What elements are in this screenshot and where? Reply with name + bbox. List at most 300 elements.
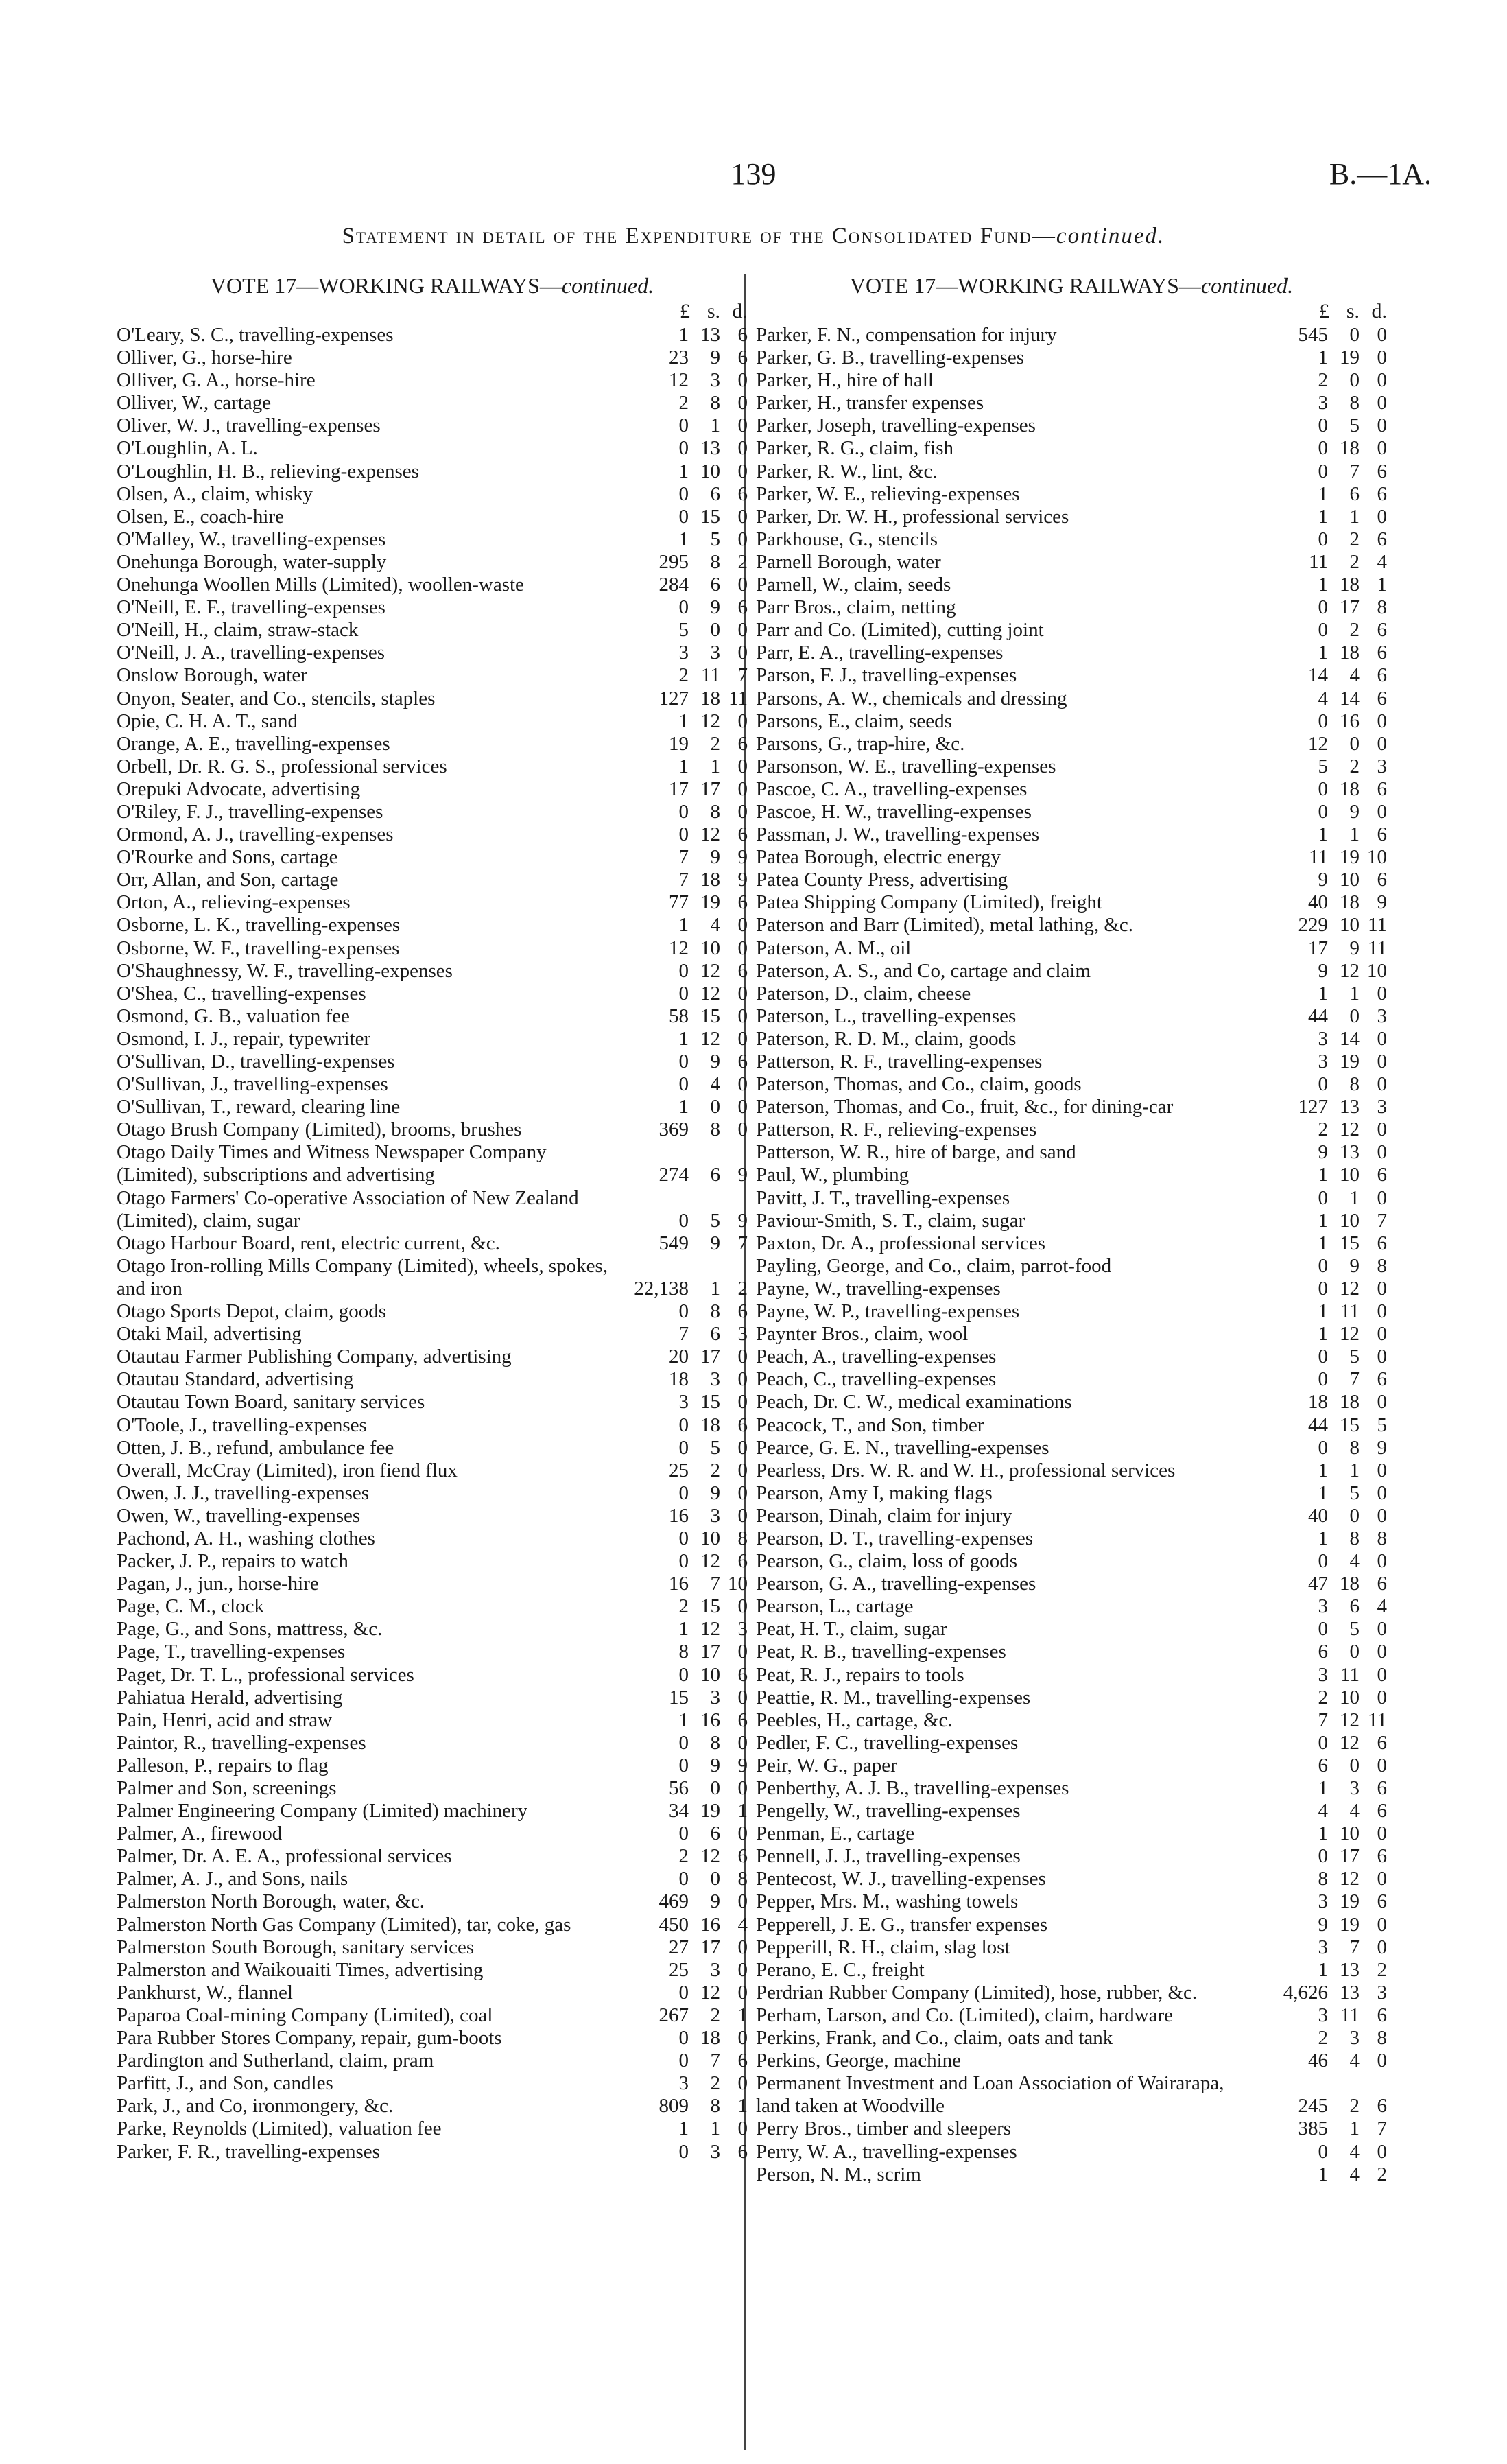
entry-pounds: 0 [1318,460,1328,482]
entry-pence: 4 [1377,1595,1387,1618]
table-row [117,937,748,960]
entry-shillings: 3 [710,2140,720,2163]
entry-pounds: 1 [678,914,689,937]
entry-pounds: 1 [1318,1459,1328,1481]
entry-pounds: 295 [658,550,689,573]
pence-header: d. [732,300,748,322]
entry-pence: 6 [737,482,748,505]
table-row [756,1141,1387,1164]
table-row [117,2004,748,2027]
entry-pence: 1 [737,2095,748,2117]
entry-pounds: 0 [678,1481,689,1504]
entry-pence: 0 [1377,414,1387,437]
page-number: 139 [731,157,776,191]
entry-pence: 0 [1377,1118,1387,1141]
table-row [756,1028,1387,1051]
entry-shillings: 2 [710,2072,720,2095]
entry-shillings: 12 [700,959,720,982]
entry-description: Otaki Mail, advertising [117,1323,302,1346]
entry-pence: 0 [1377,1936,1387,1958]
entry-shillings: 3 [710,1368,720,1391]
table-row [756,1550,1387,1573]
table-row [117,528,748,551]
entry-description: Pearson, L., cartage [756,1595,914,1618]
entry-pence: 3 [1377,755,1387,777]
table-row [756,1777,1387,1800]
entry-description: Patea Borough, electric energy [756,846,1001,869]
table-row [756,1278,1387,1300]
entry-shillings: 9 [710,1051,720,1072]
entry-pounds: 3 [1318,1663,1328,1686]
entry-shillings: 1 [1349,2117,1360,2140]
entry-pence: 0 [1377,800,1387,823]
entry-pence: 6 [737,1413,748,1436]
table-row [117,1641,748,1663]
table-row [756,324,1387,347]
table-row [117,960,748,983]
entry-shillings: 15 [700,1595,720,1618]
entry-pounds: 27 [669,1936,689,1958]
entry-pounds: 1 [1318,347,1328,369]
entry-shillings: 12 [700,1618,720,1641]
entry-pence: 6 [737,823,748,846]
table-row [756,460,1387,483]
entry-shillings: 5 [710,1436,720,1459]
entry-pounds: 25 [669,1958,689,1981]
entry-description: Orbell, Dr. R. G. S., professional services [117,755,447,777]
entry-shillings: 5 [1349,414,1360,437]
entry-description: Parr Bros., claim, netting [756,596,956,619]
entry-description: Pepperill, R. H., claim, slag lost [756,1936,1010,1958]
entry-pounds: 11 [1309,846,1328,869]
entry-shillings: 4 [1349,2163,1360,2185]
entry-shillings: 6 [1349,482,1360,505]
entry-description: Peat, H. T., claim, sugar [756,1618,947,1641]
entry-shillings: 4 [1349,664,1360,687]
entry-pounds: 1 [1318,823,1328,846]
entry-description: Perham, Larson, and Co. (Limited), claim, hardware [756,2004,1173,2026]
entry-shillings: 19 [1340,1051,1360,1072]
table-row [756,2004,1387,2027]
table-row [756,1936,1387,1959]
entry-description: Parker, W. E., relieving-expenses [756,482,1020,505]
entry-shillings: 2 [1349,550,1360,573]
entry-shillings: 4 [1349,1550,1360,1573]
entry-pence: 0 [737,392,748,414]
entry-description: Paterson, A. M., oil [756,937,912,959]
table-row [117,619,748,642]
entry-shillings: 18 [1340,574,1360,596]
entry-description: Patterson, R. F., relieving-expenses [756,1118,1037,1141]
entry-description: Perdrian Rubber Company (Limited), hose, rubber, &c. [756,1981,1198,2004]
table-row [117,1141,748,1186]
entry-description: O'Riley, F. J., travelling-expenses [117,800,383,823]
entry-shillings: 3 [710,1504,720,1527]
entry-pounds: 4 [1318,1800,1328,1822]
entry-pounds: 19 [669,732,689,755]
table-row [756,642,1387,664]
entry-pounds: 0 [678,414,689,437]
entry-shillings: 17 [700,1936,720,1958]
entry-pounds: 450 [658,1913,689,1936]
table-row [756,414,1387,437]
entry-description: Payling, George, and Co., claim, parrot-food [756,1254,1112,1277]
entry-description: Parsonson, W. E., travelling-expenses [756,755,1056,777]
entry-shillings: 7 [1349,460,1360,482]
entry-pence: 0 [737,437,748,460]
entry-description: Otago Farmers' Co-operative Association of New Zealand (Limited), claim, sugar [117,1186,579,1232]
entry-shillings: 12 [700,1981,720,2004]
entry-pounds: 9 [1318,869,1328,891]
table-row [117,347,748,369]
entry-pounds: 1 [1318,1300,1328,1323]
entry-description: Pachond, A. H., washing clothes [117,1527,375,1549]
entry-shillings: 0 [1349,369,1360,392]
entry-pence: 10 [728,1573,748,1595]
table-row [756,1346,1387,1368]
entry-description: Otago Harbour Board, rent, electric current, &c. [117,1232,500,1254]
entry-pence: 0 [737,574,748,596]
entry-pounds: 1 [678,1709,689,1731]
entry-pence: 6 [737,1709,748,1731]
entry-description: Orr, Allan, and Son, cartage [117,869,339,891]
entry-shillings: 12 [700,709,720,732]
table-row [756,1687,1387,1709]
table-row [117,1073,748,1096]
entry-description: Paparoa Coal-mining Company (Limited), coal [117,2004,493,2026]
entry-pounds: 17 [669,777,689,800]
entry-description: Otago Brush Company (Limited), brooms, brushes [117,1118,522,1141]
entry-pounds: 9 [1318,1913,1328,1936]
entry-pounds: 0 [1318,437,1328,460]
entry-pounds: 0 [678,1073,689,1096]
entry-description: O'Neill, J. A., travelling-expenses [117,642,385,664]
entry-description: Paviour-Smith, S. T., claim, sugar [756,1209,1025,1232]
table-row [756,1914,1387,1936]
table-row [117,551,748,574]
entry-pence: 0 [1377,732,1387,755]
entry-shillings: 6 [710,574,720,596]
entry-pence: 8 [737,1527,748,1549]
entry-pounds: 11 [1309,550,1328,573]
entry-description: Onyon, Seater, and Co., stencils, staples [117,687,436,709]
entry-description: O'Shaughnessy, W. F., travelling-expenses [117,959,453,982]
entry-pence: 0 [1377,1663,1387,1686]
entry-pence: 6 [737,1845,748,1868]
entry-shillings: 0 [1349,732,1360,755]
table-row [117,1005,748,1028]
entry-pence: 3 [737,1323,748,1346]
entry-shillings: 10 [700,1663,720,1686]
entry-pence: 0 [1377,1913,1387,1936]
entry-description: Pedler, F. C., travelling-expenses [756,1731,1019,1754]
entry-pounds: 3 [1318,2004,1328,2026]
entry-pounds: 1 [678,324,689,346]
entry-pence: 8 [1377,596,1387,619]
entry-description: Palleson, P., repairs to flag [117,1754,329,1776]
table-row [117,1868,748,1890]
entry-description: Olsen, E., coach-hire [117,505,284,528]
entry-pence: 0 [737,1096,748,1118]
entry-shillings: 15 [1340,1413,1360,1436]
entry-pounds: 0 [1318,709,1328,732]
table-row [756,1437,1387,1459]
entry-pounds: 0 [678,1731,689,1754]
entry-pounds: 127 [658,687,689,709]
entry-description: Permanent Investment and Loan Association of Wairarapa, land taken at Woodville [756,2072,1224,2117]
entry-description: Otautau Standard, advertising [117,1368,354,1391]
entry-pounds: 1 [1318,574,1328,596]
entry-pence: 6 [737,891,748,914]
entry-description: Parker, H., transfer expenses [756,392,984,414]
table-row [117,1346,748,1368]
entry-pounds: 17 [1308,937,1328,959]
entry-shillings: 0 [1349,1005,1360,1027]
entry-shillings: 4 [710,914,720,937]
entry-description: Parker, H., hire of hall [756,369,934,392]
entry-pence: 0 [1377,709,1387,732]
table-row [756,1459,1387,1482]
entry-shillings: 6 [1349,1595,1360,1618]
entry-pence: 6 [737,596,748,619]
entry-pence: 0 [1377,1481,1387,1504]
table-row [117,1459,748,1482]
entry-shillings: 1 [710,1277,720,1300]
table-row [756,1618,1387,1641]
entry-pounds: 3 [1318,1890,1328,1913]
table-row [117,1845,748,1868]
entry-pounds: 0 [1318,1073,1328,1096]
entry-description: Palmer Engineering Company (Limited) machinery [117,1800,528,1822]
table-row [117,1687,748,1709]
entry-shillings: 2 [1349,755,1360,777]
entry-description: Olliver, G. A., horse-hire [117,369,316,392]
entry-description: Pengelly, W., travelling-expenses [756,1800,1021,1822]
entry-description: Parke, Reynolds (Limited), valuation fee [117,2117,442,2140]
entry-pence: 0 [1377,1051,1387,1072]
entry-pence: 9 [1377,891,1387,914]
entry-pence: 0 [1377,392,1387,414]
entry-pence: 6 [1377,460,1387,482]
entry-description: Paterson, Thomas, and Co., claim, goods [756,1073,1082,1096]
entry-shillings: 9 [710,1232,720,1254]
entry-description: Paterson, D., claim, cheese [756,982,971,1005]
entry-description: Parr, E. A., travelling-expenses [756,642,1004,664]
entry-description: Penman, E., cartage [756,1822,915,1845]
currency-header [117,299,748,324]
entry-description: Pagan, J., jun., horse-hire [117,1573,319,1595]
entry-pounds: 0 [678,1413,689,1436]
entry-pence: 0 [737,1981,748,2004]
entry-description: Parsons, E., claim, seeds [756,709,952,732]
table-row [756,1051,1387,1073]
entry-description: Pascoe, C. A., travelling-expenses [756,777,1028,800]
table-row [756,437,1387,460]
entry-pence: 0 [737,2027,748,2050]
table-row [117,1051,748,1073]
entry-pence: 0 [1377,2140,1387,2163]
entry-pounds: 0 [1318,1254,1328,1277]
entry-pounds: 0 [678,596,689,619]
entry-pence: 0 [1377,1186,1387,1209]
entry-shillings: 3 [1349,1777,1360,1799]
entry-shillings: 6 [710,482,720,505]
entry-shillings: 10 [700,937,720,959]
entry-description: Parsons, A. W., chemicals and dressing [756,687,1067,709]
entry-shillings: 0 [710,1096,720,1118]
table-row [117,1709,748,1732]
entry-pounds: 0 [678,800,689,823]
entry-shillings: 16 [700,1709,720,1731]
entry-pounds: 8 [678,1641,689,1663]
entry-shillings: 12 [1340,1868,1360,1890]
entry-shillings: 18 [1340,1391,1360,1413]
entry-shillings: 12 [1340,1277,1360,1300]
vote-title-suffix: continued. [561,273,654,298]
entry-shillings: 13 [1340,1096,1360,1118]
entry-pence: 0 [1377,1027,1387,1050]
entry-pounds: 1 [678,1618,689,1641]
entry-description: Peach, A., travelling-expenses [756,1346,997,1368]
entry-pounds: 0 [1318,1436,1328,1459]
entry-pence: 0 [737,1890,748,1913]
entry-pounds: 1 [1318,1958,1328,1981]
entry-pence: 9 [1377,1436,1387,1459]
entry-pounds: 0 [678,2050,689,2072]
table-row [756,1210,1387,1232]
expenditure-table [756,324,1387,2186]
entry-pounds: 16 [669,1504,689,1527]
entry-description: Palmerston North Borough, water, &c. [117,1890,425,1913]
entry-pence: 10 [1367,959,1387,982]
entry-shillings: 10 [1340,1822,1360,1845]
entry-shillings: 10 [1340,1686,1360,1709]
entry-pence: 3 [1377,1096,1387,1118]
entry-pence: 0 [737,528,748,550]
entry-pounds: 3 [1318,1936,1328,1958]
entry-description: Pearless, Drs. W. R. and W. H., professional services [756,1459,1176,1481]
entry-description: Parr and Co. (Limited), cutting joint [756,619,1044,642]
entry-shillings: 4 [1349,2140,1360,2163]
table-row [756,1664,1387,1687]
entry-pounds: 9 [1318,959,1328,982]
shillings-header: s. [707,300,720,322]
table-row [756,596,1387,619]
table-row [117,664,748,687]
table-row [756,392,1387,414]
entry-description: Parkhouse, G., stencils [756,528,938,550]
entry-description: Passman, J. W., travelling-expenses [756,823,1040,846]
entry-pounds: 0 [678,2140,689,2163]
entry-description: Pearson, G. A., travelling-expenses [756,1573,1036,1595]
entry-pence: 6 [737,324,748,346]
entry-description: Otago Iron-rolling Mills Company (Limited), wheels, spokes, and iron [117,1254,608,1300]
entry-pounds: 0 [678,1981,689,2004]
entry-pounds: 0 [1318,2140,1328,2163]
entry-description: Opie, C. H. A. T., sand [117,709,298,732]
entry-pounds: 284 [658,574,689,596]
shillings-header: s. [1346,300,1360,322]
entry-pence: 6 [1377,777,1387,800]
entry-shillings: 8 [710,1731,720,1754]
entry-pence: 0 [737,1822,748,1845]
table-row [756,1232,1387,1255]
entry-pounds: 0 [1318,1618,1328,1641]
entry-pence: 0 [737,2072,748,2095]
entry-pounds: 7 [678,846,689,869]
entry-pence: 0 [737,1005,748,1027]
entry-description: Pascoe, H. W., travelling-expenses [756,800,1032,823]
entry-description: Otten, J. B., refund, ambulance fee [117,1436,394,1459]
entry-pounds: 2 [678,1595,689,1618]
table-row [117,846,748,869]
table-row [756,1118,1387,1141]
entry-pence: 6 [1377,1890,1387,1913]
table-row [756,1709,1387,1732]
entry-pence: 6 [1377,482,1387,505]
entry-pounds: 44 [1308,1413,1328,1436]
entry-shillings: 1 [1349,982,1360,1005]
table-row [117,437,748,460]
entry-description: O'Shea, C., travelling-expenses [117,982,366,1005]
entry-shillings: 10 [1340,914,1360,937]
entry-shillings: 4 [1349,2050,1360,2072]
table-row [756,778,1387,801]
entry-pounds: 267 [658,2004,689,2026]
entry-pence: 0 [1377,1822,1387,1845]
entry-pounds: 40 [1308,891,1328,914]
entry-description: Olliver, G., horse-hire [117,347,292,369]
entry-pence: 2 [737,1277,748,1300]
entry-pounds: 3 [1318,1051,1328,1072]
table-row [117,324,748,347]
entry-description: Perkins, George, machine [756,2050,962,2072]
entry-shillings: 12 [1340,1323,1360,1346]
entry-pence: 1 [737,1800,748,1822]
entry-pounds: 1 [678,2117,689,2140]
entry-pounds: 1 [678,709,689,732]
entry-shillings: 12 [700,823,720,846]
entry-description: Pardington and Sutherland, claim, pram [117,2050,434,2072]
entry-pence: 0 [1377,1641,1387,1663]
entry-pence: 6 [737,1300,748,1323]
table-row [756,483,1387,506]
table-row [756,2072,1387,2117]
entry-shillings: 12 [700,982,720,1005]
entry-pence: 9 [737,846,748,869]
table-row [756,2163,1387,2186]
table-row [756,2050,1387,2072]
entry-pounds: 16 [669,1573,689,1595]
table-row [756,1368,1387,1391]
entry-pence: 0 [1377,1504,1387,1527]
entry-pence: 0 [1377,437,1387,460]
table-row [117,801,748,823]
entry-shillings: 18 [700,2027,720,2050]
entry-pence: 0 [1377,1754,1387,1776]
table-row [117,1800,748,1822]
table-row [117,914,748,937]
entry-shillings: 3 [710,642,720,664]
entry-description: Osborne, W. F., travelling-expenses [117,937,400,959]
entry-pounds: 1 [678,460,689,482]
entry-description: Pankhurst, W., flannel [117,1981,293,2004]
entry-pence: 6 [1377,2004,1387,2026]
entry-shillings: 0 [1349,1754,1360,1776]
table-row [117,574,748,596]
table-row [756,1800,1387,1822]
entry-shillings: 5 [1349,1481,1360,1504]
